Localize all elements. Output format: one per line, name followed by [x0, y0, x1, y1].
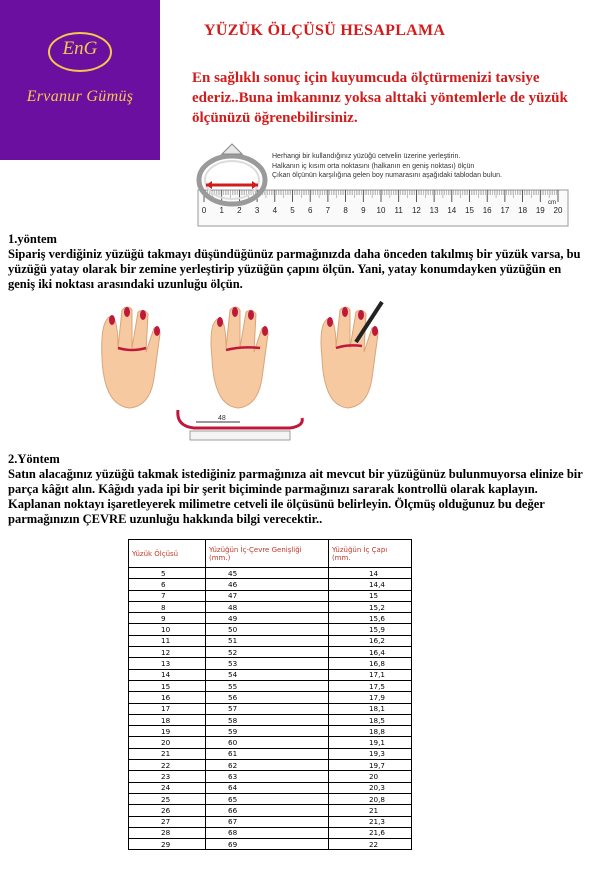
cell-circumference: 63	[206, 771, 329, 782]
ruler-number: 7	[325, 206, 331, 215]
cell-diameter: 15,2	[328, 601, 411, 612]
cell-ring-size: 25	[129, 793, 206, 804]
cell-ring-size: 12	[129, 647, 206, 658]
table-row	[129, 579, 412, 590]
table-row	[129, 568, 412, 579]
cell-ring-size: 27	[129, 816, 206, 827]
table-row	[129, 748, 412, 759]
page-title: YÜZÜK ÖLÇÜSÜ HESAPLAMA	[204, 22, 446, 39]
ruler-number: 15	[465, 206, 474, 215]
table-row	[129, 613, 412, 624]
table-row	[129, 805, 412, 816]
ruler-unit: cm	[548, 200, 556, 206]
table-row	[129, 839, 412, 850]
cell-circumference: 62	[206, 760, 329, 771]
ruler-number: 12	[411, 206, 421, 215]
cell-ring-size: 11	[129, 635, 206, 646]
cell-ring-size: 16	[129, 692, 206, 703]
method1-text: Sipariş verdiğiniz yüzüğü takmayı düşündüğünüz parmağınızda daha önceden takılmış bir yüzük varsa, bu yüzüğü yatay olarak bir zemine yerleştirip yüzüğün çapını ölçün. Yani, yatay konumdayken yüzüğün en geniş iki noktası arasındaki uzunluğu ölçün.	[8, 247, 581, 291]
ruler-number: 2	[237, 206, 242, 215]
cell-ring-size: 13	[129, 658, 206, 669]
brand-name: Ervanur Gümüş	[26, 88, 134, 105]
ruler-number: 8	[343, 206, 348, 215]
cell-ring-size: 15	[129, 680, 206, 691]
cell-diameter: 15	[328, 590, 411, 601]
cell-circumference: 45	[206, 568, 329, 579]
header-inner-circumference: Yüzüğün İç-Çevre Genişliği (mm.)	[206, 540, 329, 568]
ring-size-table	[128, 539, 412, 850]
cell-circumference: 54	[206, 669, 329, 680]
cell-circumference: 69	[206, 839, 329, 850]
cell-diameter: 15,6	[328, 613, 411, 624]
table-row	[129, 692, 412, 703]
cell-diameter: 21	[328, 805, 411, 816]
ruler-number: 14	[447, 206, 457, 215]
table-row	[129, 793, 412, 804]
cell-circumference: 58	[206, 714, 329, 725]
table-row	[129, 680, 412, 691]
table-row	[129, 703, 412, 714]
ruler-note: Çıkan ölçünün karşılığına gelen boy numarasını aşağıdaki tablodan bulun.	[272, 172, 502, 179]
cell-circumference: 53	[206, 658, 329, 669]
cell-diameter: 16,8	[328, 658, 411, 669]
cell-ring-size: 7	[129, 590, 206, 601]
cell-diameter: 17,9	[328, 692, 411, 703]
table-row	[129, 601, 412, 612]
ruler-number: 3	[254, 206, 260, 215]
ruler-note: Halkanın iç kısım orta noktasını (halkanın en geniş noktası) ölçün	[272, 162, 475, 170]
cell-circumference: 50	[206, 624, 329, 635]
ruler-number: 9	[361, 206, 366, 215]
ruler-note: Herhangi bir kullandığınız yüzüğü cetvelin üzerine yerleştirin.	[272, 153, 461, 160]
hand-icon	[321, 302, 382, 408]
hand-icon	[211, 307, 268, 408]
cell-diameter: 14,4	[328, 579, 411, 590]
cell-diameter: 19,1	[328, 737, 411, 748]
cell-diameter: 21,3	[328, 816, 411, 827]
cell-ring-size: 28	[129, 827, 206, 838]
table-row	[129, 760, 412, 771]
cell-diameter: 17,5	[328, 680, 411, 691]
brand-logo	[0, 0, 160, 160]
ruler-number: 16	[482, 206, 492, 215]
cell-ring-size: 24	[129, 782, 206, 793]
cell-ring-size: 6	[129, 579, 206, 590]
cell-diameter: 20	[328, 771, 411, 782]
table-row	[129, 737, 412, 748]
cell-diameter: 18,8	[328, 726, 411, 737]
cell-circumference: 67	[206, 816, 329, 827]
cell-ring-size: 14	[129, 669, 206, 680]
ruler-instructions	[272, 152, 572, 181]
cell-ring-size: 21	[129, 748, 206, 759]
table-row	[129, 782, 412, 793]
logo-ring-icon	[0, 0, 160, 160]
cell-ring-size: 23	[129, 771, 206, 782]
table-row	[129, 658, 412, 669]
table-row	[129, 635, 412, 646]
cell-diameter: 22	[328, 839, 411, 850]
cell-ring-size: 10	[129, 624, 206, 635]
cell-diameter: 14	[328, 568, 411, 579]
cell-ring-size: 26	[129, 805, 206, 816]
cell-ring-size: 19	[129, 726, 206, 737]
cell-diameter: 21,6	[328, 827, 411, 838]
ruler-number: 5	[290, 206, 295, 215]
cell-circumference: 64	[206, 782, 329, 793]
table-row	[129, 816, 412, 827]
table-row	[129, 827, 412, 838]
intro-text: En sağlıklı sonuç için kuyumcuda ölçtürmenizi tavsiye ederiz..Buna imkanınız yoksa alttaki yöntemlerle de yüzük ölçünüzü öğrenebilirsiniz.	[192, 70, 568, 126]
paper-strip-icon	[178, 410, 302, 440]
cell-ring-size: 20	[129, 737, 206, 748]
ruler-number: 1	[219, 206, 224, 215]
cell-circumference: 49	[206, 613, 329, 624]
cell-ring-size: 18	[129, 714, 206, 725]
method2-heading: 2.Yöntem	[8, 452, 60, 466]
cell-diameter: 18,1	[328, 703, 411, 714]
ruler-number: 17	[500, 206, 510, 215]
table-row	[129, 714, 412, 725]
cell-diameter: 15,9	[328, 624, 411, 635]
logo-mark: EnG	[62, 38, 98, 59]
cell-ring-size: 8	[129, 601, 206, 612]
ruler-number: 18	[518, 206, 528, 215]
cell-circumference: 48	[206, 601, 329, 612]
cell-diameter: 19,7	[328, 760, 411, 771]
hand-icon	[102, 307, 160, 408]
cell-circumference: 60	[206, 737, 329, 748]
cell-circumference: 52	[206, 647, 329, 658]
hands-illustration	[90, 298, 420, 448]
ruler-number: 11	[394, 206, 403, 215]
header-ring-size: Yüzük Ölçüsü	[129, 540, 206, 568]
cell-ring-size: 29	[129, 839, 206, 850]
cell-diameter: 18,5	[328, 714, 411, 725]
cell-diameter: 16,4	[328, 647, 411, 658]
cell-diameter: 16,2	[328, 635, 411, 646]
ruler-number: 6	[307, 206, 313, 215]
method2-text: Satın alacağınız yüzüğü takmak istediğiniz parmağınıza ait mevcut bir yüzüğünüz bulunmuyorsa elinize bir parça kâğıt alın. Kâğıdı yada ipi bir şerit biçiminde parmağınızı sararak kontrollü olarak kaplayın. Kaplanan noktayı işaretleyerek milimetre cetveli ile ölçüsünü belirleyin. Ölçmüş olduğunuz bu değer parmağınızın ÇEVRE uzunluğu hakkında bilgi verecektir..	[8, 467, 583, 526]
measure-label: 48	[218, 415, 226, 422]
ruler-number: 13	[429, 206, 439, 215]
method1-heading: 1.yöntem	[8, 232, 57, 246]
cell-circumference: 57	[206, 703, 329, 714]
cell-ring-size: 22	[129, 760, 206, 771]
ruler-number: 4	[272, 206, 278, 215]
cell-circumference: 61	[206, 748, 329, 759]
cell-ring-size: 17	[129, 703, 206, 714]
cell-circumference: 59	[206, 726, 329, 737]
cell-diameter: 20,3	[328, 782, 411, 793]
cell-circumference: 47	[206, 590, 329, 601]
header-inner-diameter: Yüzüğün İç Çapı (mm.	[328, 540, 411, 568]
table-header-row	[129, 540, 412, 568]
table-row	[129, 647, 412, 658]
ruler-number: 10	[376, 206, 386, 215]
table-row	[129, 669, 412, 680]
cell-circumference: 65	[206, 793, 329, 804]
cell-ring-size: 5	[129, 568, 206, 579]
table-row	[129, 771, 412, 782]
table-row	[129, 590, 412, 601]
cell-circumference: 46	[206, 579, 329, 590]
ruler-number: 19	[535, 206, 545, 215]
cell-circumference: 51	[206, 635, 329, 646]
ruler-number: 0	[201, 206, 207, 215]
cell-diameter: 19,3	[328, 748, 411, 759]
cell-diameter: 17,1	[328, 669, 411, 680]
cell-circumference: 56	[206, 692, 329, 703]
cell-diameter: 20,8	[328, 793, 411, 804]
cell-circumference: 55	[206, 680, 329, 691]
cell-circumference: 66	[206, 805, 329, 816]
table-row	[129, 726, 412, 737]
cell-ring-size: 9	[129, 613, 206, 624]
cell-circumference: 68	[206, 827, 329, 838]
table-row	[129, 624, 412, 635]
ruler-number: 20	[553, 206, 563, 215]
